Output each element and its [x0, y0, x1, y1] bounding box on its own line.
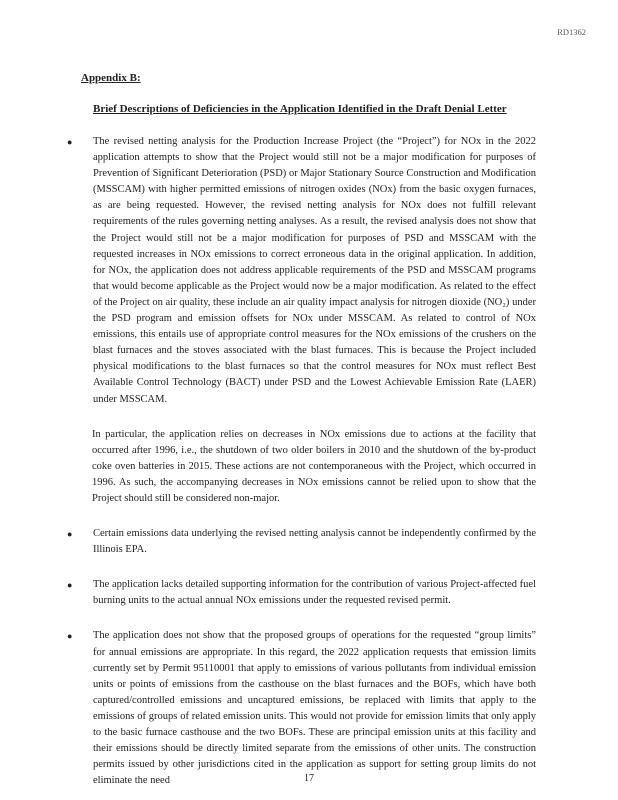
bullet-text: Certain emissions data underlying the revised netting analysis cannot be independently confirmed by the Illinois EPA.	[93, 528, 536, 556]
bullet-item	[66, 577, 536, 609]
section-title: Brief Descriptions of Deficiencies in the Application Identified in the Draft Denial Letter	[93, 103, 507, 115]
bullet-item	[66, 628, 536, 789]
bullet-continuation: In particular, the application relies on decreases in NOx emissions due to actions at the facility that occurred after 1996, i.e., the shutdown of two older boilers in 2010 and the shutdown of the by-product coke oven batteries in 2015. These actions are not contemporaneous with the Project, which occurred in 1996. As such, the accompanying decreases in NOx emissions cannot be relied upon to show that the Project should still be considered non-major.	[92, 428, 536, 504]
body-content	[66, 134, 536, 789]
bullet-text: The application lacks detailed supporting information for the contribution of various Project-affected fuel burning units to the actual annual NOx emissions under the requested revised permit.	[93, 579, 536, 607]
bullet-item	[66, 526, 536, 558]
bullet-icon: ●	[67, 580, 73, 591]
bullet-icon: ●	[67, 529, 73, 540]
bullet-icon: ●	[67, 137, 73, 147]
page-number: 17	[304, 773, 314, 784]
bullet-icon: ●	[67, 631, 73, 642]
bullet-item	[66, 134, 536, 408]
bullet-text: The revised netting analysis for the Production Increase Project (the “Project”) for NOx in the 2022 application attempts to show that the Project would still not be a major modification for purposes of Prevention of Significant Deterioration (PSD) or Major Stationary Source Construction and Modification (MSSCAM) with higher permitted emissions of nitrogen oxides (NOx) from the basic oxygen furnaces, as are being requested. However, the revised netting analysis for NOx does not fulfill relevant requirements of the rules governing netting analyses. As a result, the revised analysis does not show that the Project would still not be a major modification for purposes of PSD and MSSCAM with the requested increases in NOx emissions to correct erroneous data in the original application. In addition, for NOx, the application does not address applicable requirements of the PSD and MSSCAM programs that would become applicable as the Project would now be a major modification. As related to the effect of the Project on air quality, these include an air quality impact analysis for nitrogen dioxide (NO₂) under the PSD program and emission offsets for NOx under MSSCAM. As related to control of NOx emissions, this entails use of appropriate control measures for the NOx emissions of the crushers on the blast furnaces and the stoves associated with the blast furnaces. This is because the Project included physical modifications to the blast furnaces so that the control measures for NOx must reflect Best Available Control Technology (BACT) under PSD and the Lowest Achievable Emission Rate (LAER) under MSSCAM.	[93, 136, 536, 405]
bullet-text: The application does not show that the proposed groups of operations for the requested “group limits” for annual emissions are appropriate. In this regard, the 2022 application requests that emission limits currently set by Permit 95110001 that apply to emissions of various pollutants from individual emission units or points of emissions from the casthouse on the blast furnaces and the BOFs, which have both captured/controlled emissions and uncaptured emissions, be replaced with limits that apply to the emissions of groups of related emission units. This would not provide for emission limits that only apply to the basic furnace casthouse and the two BOFs. These are principal emission units at this facility and their emissions should be directly limited separate from the emissions of other units. The construction permits issued by other jurisdictions cited in the application as support for setting group limits do not eliminate the need	[93, 630, 536, 787]
document-id: RD1362	[557, 27, 586, 37]
appendix-label: Appendix B:	[81, 72, 141, 84]
